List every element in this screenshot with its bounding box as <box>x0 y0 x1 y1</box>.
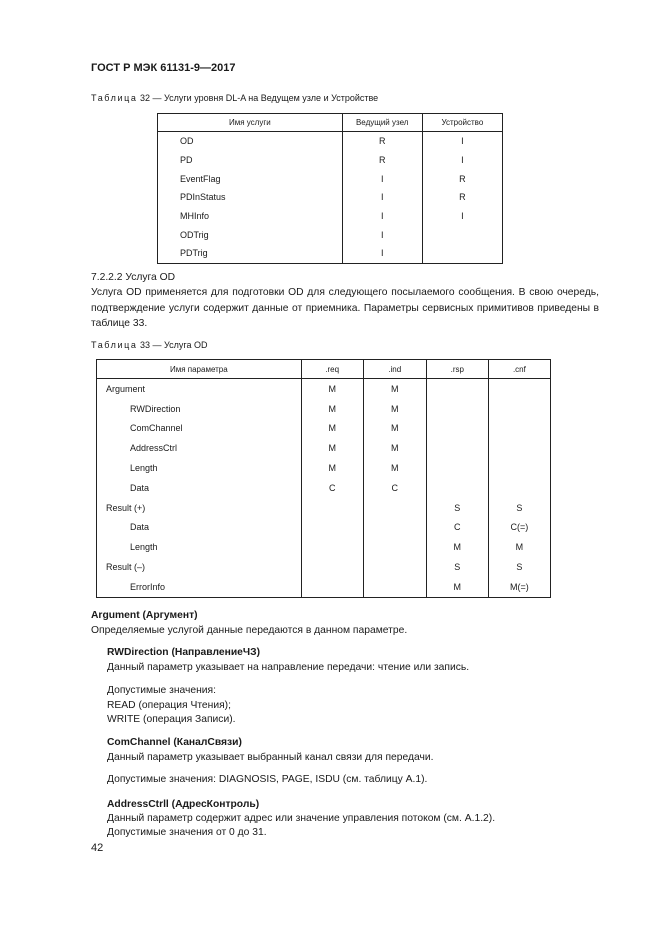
table33-header-ind: .ind <box>363 360 426 379</box>
table33-cell <box>301 518 363 538</box>
table33-cell: M <box>363 419 426 439</box>
table33-cell <box>426 379 488 399</box>
argument-text: Определяемые услугой данные передаются в данном параметре. <box>91 625 408 636</box>
table33-cell: M <box>488 537 550 557</box>
document-header: ГОСТ Р МЭК 61131-9—2017 <box>91 62 236 74</box>
table33-row <box>97 458 551 478</box>
table33-cell: S <box>426 557 488 577</box>
table33-cell: ComChannel <box>97 419 302 439</box>
comchannel-text: Данный параметр указывает выбранный канал связи для передачи. <box>107 752 434 763</box>
table33-row <box>97 577 551 597</box>
table33-cell: C <box>301 478 363 498</box>
table33-cell <box>426 458 488 478</box>
table33-header-name: Имя параметра <box>97 360 302 379</box>
table32-cell <box>422 244 502 263</box>
table33-header-req: .req <box>301 360 363 379</box>
table33-cell: Result (+) <box>97 498 302 518</box>
table33-row <box>97 478 551 498</box>
table32-cell: I <box>342 244 422 263</box>
table33-cell: Argument <box>97 379 302 399</box>
section-heading: 7.2.2.2 Услуга OD <box>91 272 176 283</box>
table33-cell <box>426 419 488 439</box>
addressctrl-text: Данный параметр содержит адрес или значение управления потоком (см. А.1.2). <box>107 813 496 824</box>
table33-cell: S <box>488 557 550 577</box>
table33-cell: AddressCtrl <box>97 438 302 458</box>
table32-cell: PDInStatus <box>158 188 343 207</box>
table32-row <box>158 244 503 263</box>
table33-row <box>97 518 551 538</box>
table32-row <box>158 169 503 188</box>
table32-row <box>158 151 503 170</box>
comchannel-allowed: Допустимые значения: DIAGNOSIS, PAGE, ISDU (см. таблицу А.1). <box>107 774 428 785</box>
table33-caption-text: 33 — Услуга OD <box>140 340 208 350</box>
table33-cell <box>488 379 550 399</box>
table33-cell: M <box>301 438 363 458</box>
table33-row <box>97 419 551 439</box>
table33-cell <box>488 438 550 458</box>
table32 <box>157 113 503 264</box>
table33-cell <box>488 478 550 498</box>
table33-cell: S <box>426 498 488 518</box>
table32-cell: I <box>422 132 502 151</box>
table33-row <box>97 557 551 577</box>
table32-header-device: Устройство <box>422 114 502 132</box>
table33-cell: Data <box>97 478 302 498</box>
table32-cell: R <box>422 188 502 207</box>
table33 <box>96 359 551 598</box>
comchannel-title: ComChannel (КаналСвязи) <box>107 737 242 748</box>
table33-cell <box>301 577 363 597</box>
table33-cell <box>488 419 550 439</box>
addressctrl-allowed: Допустимые значения от 0 до 31. <box>107 827 267 838</box>
table33-cell <box>488 458 550 478</box>
table32-cell: OD <box>158 132 343 151</box>
table32-caption-text: 32 — Услуги уровня DL-A на Ведущем узле и Устройстве <box>140 93 379 103</box>
table33-cell: M <box>301 399 363 419</box>
table33-cell: C <box>363 478 426 498</box>
table33-cell <box>363 498 426 518</box>
rwdirection-write: WRITE (операция Записи). <box>107 714 236 725</box>
table33-caption <box>91 340 208 350</box>
table33-cell <box>426 438 488 458</box>
table33-cell: RWDirection <box>97 399 302 419</box>
table33-cell <box>426 399 488 419</box>
table32-cell: PD <box>158 151 343 170</box>
table33-cell: Data <box>97 518 302 538</box>
table33-cell <box>488 399 550 419</box>
table33-cell: M <box>426 577 488 597</box>
table33-cell: M <box>426 537 488 557</box>
table33-row <box>97 498 551 518</box>
table33-cell <box>363 557 426 577</box>
table33-cell: M <box>301 419 363 439</box>
addressctrl-title: AddressCtrll (АдресКонтроль) <box>107 799 260 810</box>
table32-cell: I <box>342 225 422 244</box>
rwdirection-allowed: Допустимые значения: <box>107 685 216 696</box>
table32-row <box>158 132 503 151</box>
table33-cell <box>301 557 363 577</box>
table32-cell: I <box>342 188 422 207</box>
table33-row <box>97 379 551 399</box>
rwdirection-title: RWDirection (НаправлениеЧЗ) <box>107 647 261 658</box>
table33-cell: Result (–) <box>97 557 302 577</box>
table32-cell: I <box>342 207 422 226</box>
table33-cell: M <box>363 379 426 399</box>
table32-cell: R <box>422 169 502 188</box>
table33-cell: M <box>363 438 426 458</box>
table32-caption-label: Таблица <box>91 93 138 103</box>
table33-cell <box>301 537 363 557</box>
table33-row <box>97 438 551 458</box>
table33-cell: M(=) <box>488 577 550 597</box>
table32-caption <box>91 93 378 103</box>
table33-cell: C(=) <box>488 518 550 538</box>
table32-cell: I <box>422 151 502 170</box>
table33-cell <box>301 498 363 518</box>
table33-row <box>97 537 551 557</box>
table32-header-master: Ведущий узел <box>342 114 422 132</box>
table32-cell: I <box>422 207 502 226</box>
table33-cell <box>426 478 488 498</box>
table32-cell: R <box>342 132 422 151</box>
table33-cell: Length <box>97 458 302 478</box>
table33-header-cnf: .cnf <box>488 360 550 379</box>
table33-cell <box>363 537 426 557</box>
table33-cell: M <box>363 458 426 478</box>
section-paragraph: Услуга OD применяется для подготовки OD для следующего посылаемого сообщения. В свою очередь, подтверждение услуги содержит данные от приемника. Параметры сервисных примитивов приведены в таблице 33. <box>91 287 599 329</box>
table32-cell: EventFlag <box>158 169 343 188</box>
table32-row <box>158 207 503 226</box>
rwdirection-read: READ (операция Чтения); <box>107 700 231 711</box>
table33-cell: M <box>301 458 363 478</box>
table32-row <box>158 188 503 207</box>
table33-cell: M <box>363 399 426 419</box>
table32-row <box>158 225 503 244</box>
table33-row <box>97 399 551 419</box>
table33-cell: S <box>488 498 550 518</box>
table33-cell: ErrorInfo <box>97 577 302 597</box>
argument-title: Argument (Аргумент) <box>91 610 198 621</box>
table32-cell: PDTrig <box>158 244 343 263</box>
table32-cell: MHInfo <box>158 207 343 226</box>
table33-cell: Length <box>97 537 302 557</box>
table33-cell <box>363 518 426 538</box>
table32-cell: I <box>342 169 422 188</box>
table33-cell <box>363 577 426 597</box>
table32-header-name: Имя услуги <box>158 114 343 132</box>
table32-cell: R <box>342 151 422 170</box>
table32-cell <box>422 225 502 244</box>
table32-cell: ODTrig <box>158 225 343 244</box>
page-number: 42 <box>91 842 104 854</box>
table33-cell: M <box>301 379 363 399</box>
table33-caption-label: Таблица <box>91 340 138 350</box>
table33-header-rsp: .rsp <box>426 360 488 379</box>
rwdirection-text: Данный параметр указывает на направление передачи: чтение или запись. <box>107 662 470 673</box>
table33-cell: C <box>426 518 488 538</box>
